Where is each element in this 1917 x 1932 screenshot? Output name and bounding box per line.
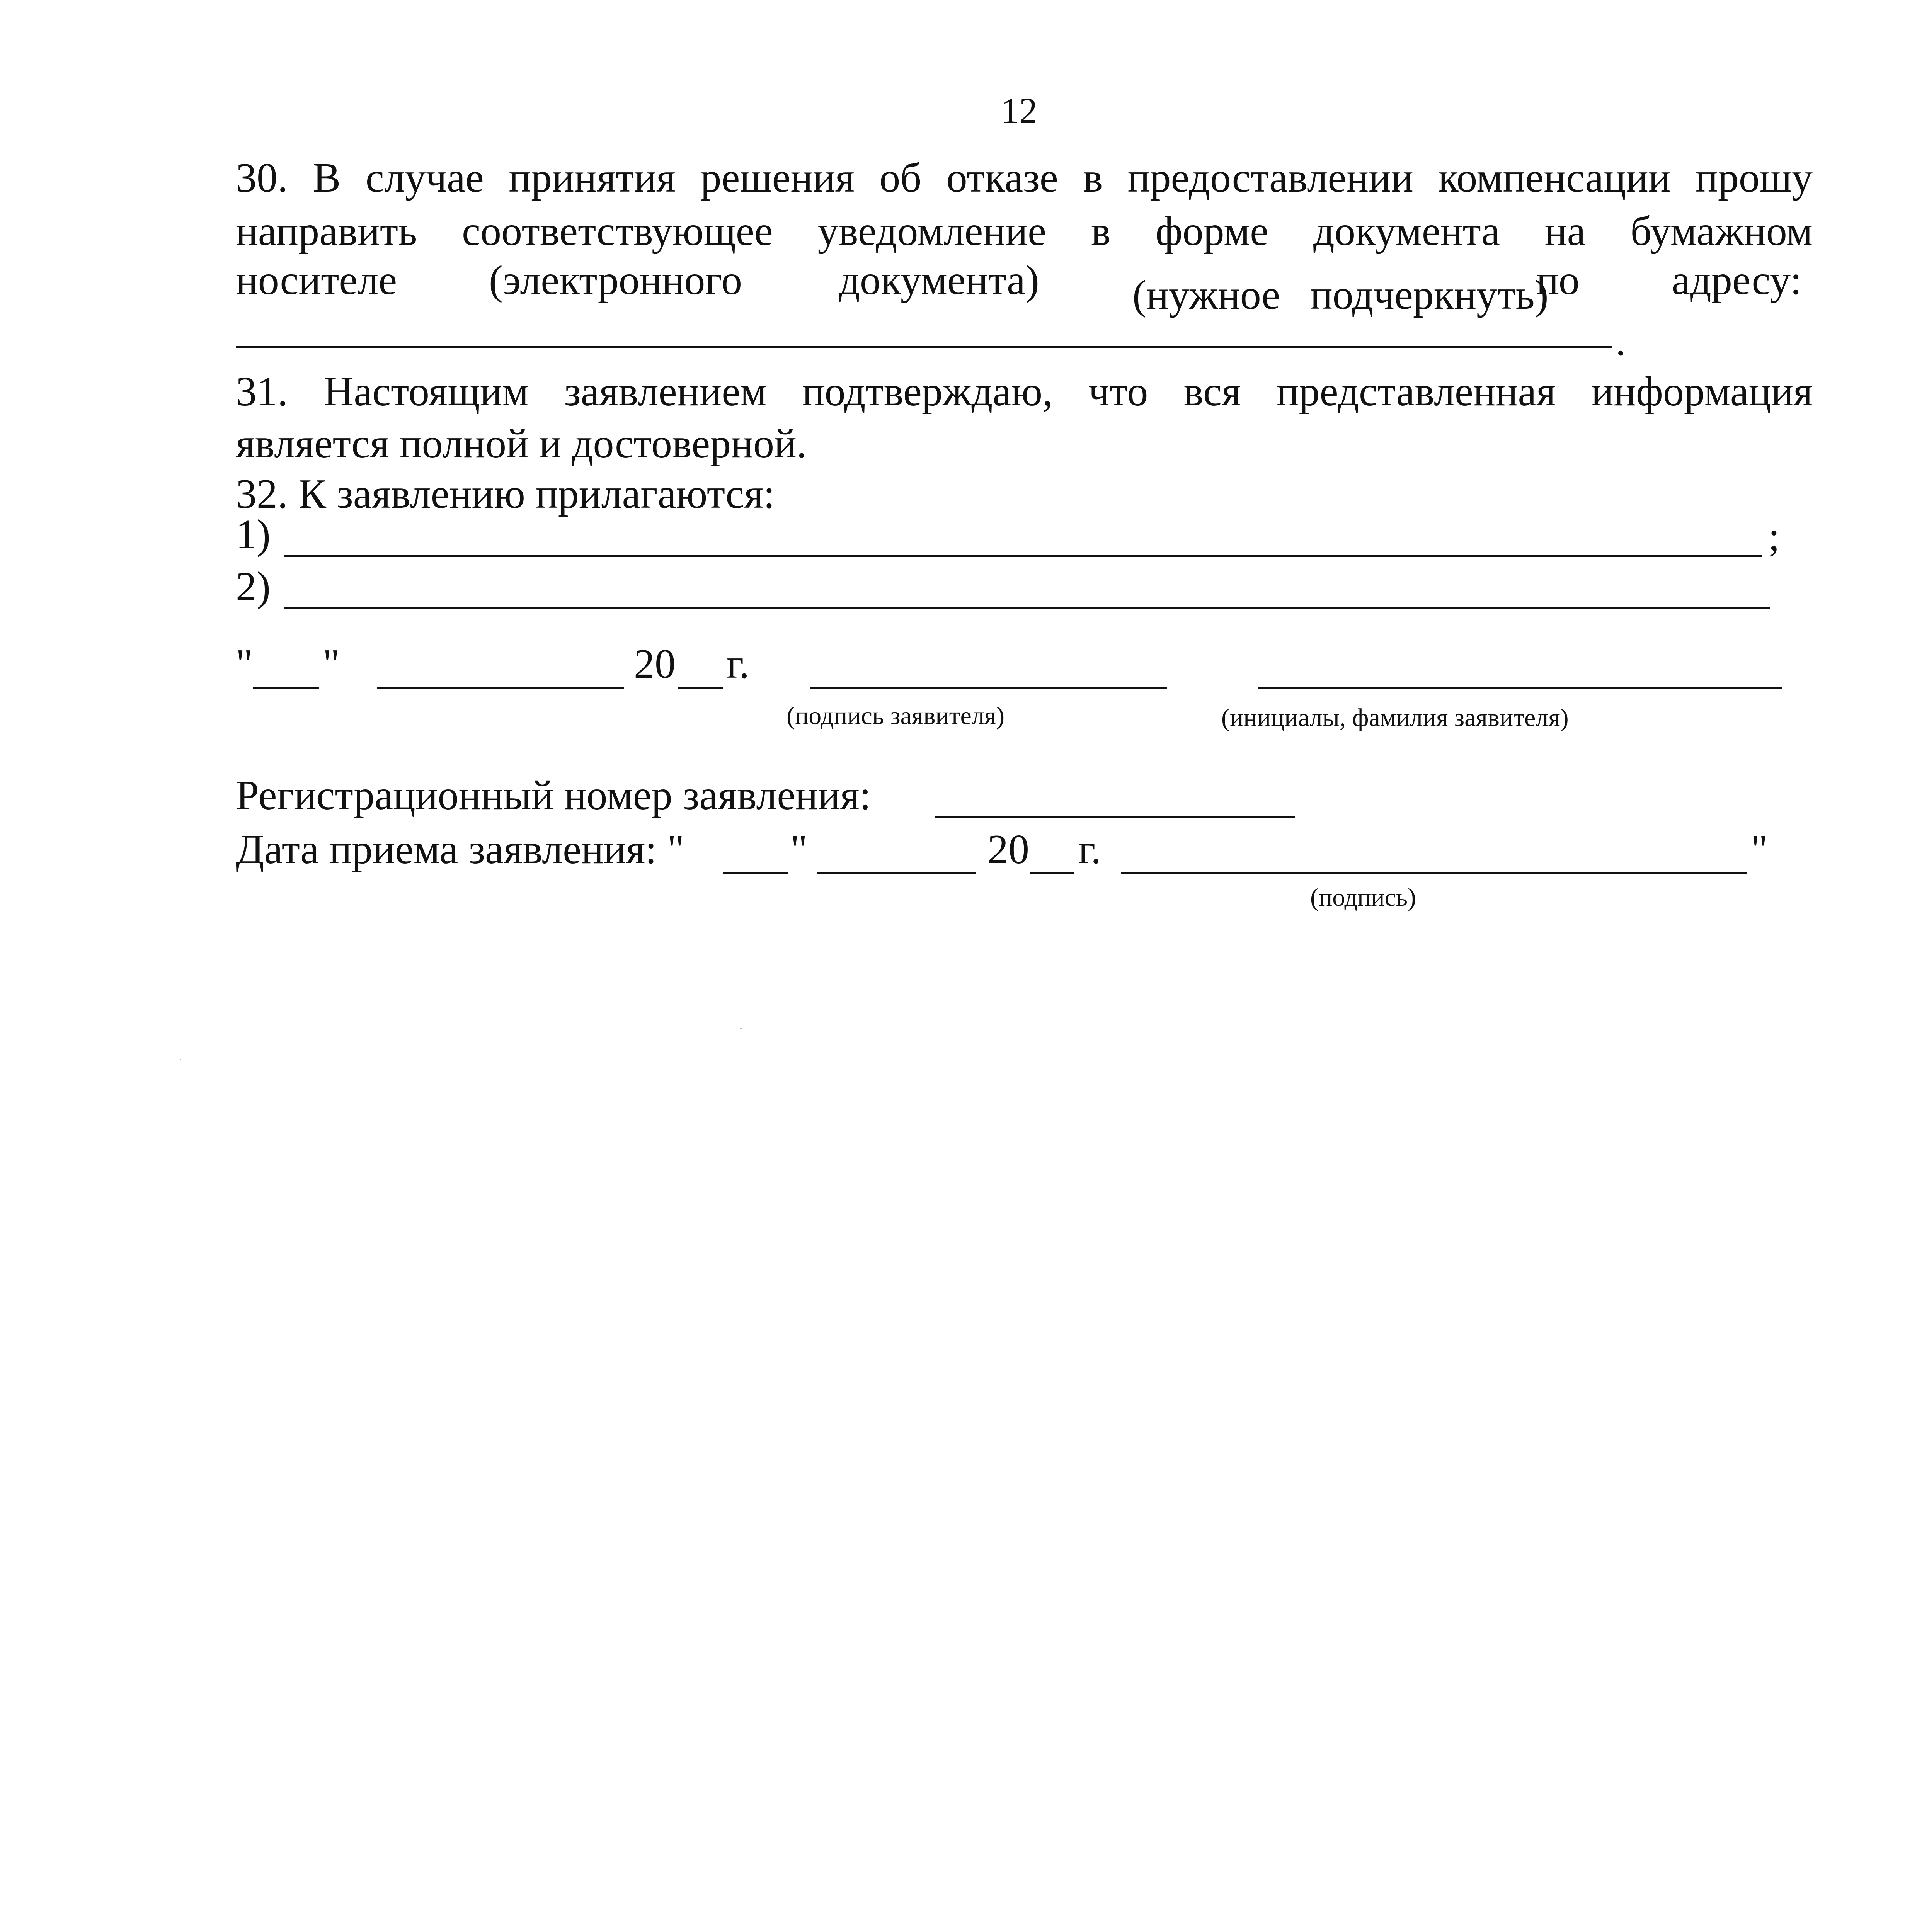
caption-receipt-signature: (подпись) bbox=[1310, 883, 1416, 912]
item-31-line-1: 31. Настоящим заявлением подтверждаю, что вся представленная информация bbox=[236, 369, 1813, 415]
attachment-1-line[interactable] bbox=[284, 555, 1762, 557]
receipt-date-label: Дата приема заявления: " bbox=[236, 827, 684, 872]
receipt-month-line[interactable] bbox=[817, 872, 976, 874]
receipt-trailing-quote: " bbox=[1751, 827, 1768, 872]
item-30-word-document: документа) bbox=[839, 257, 1039, 303]
item-30-word-by: по bbox=[1536, 257, 1580, 303]
attachment-2-number: 2) bbox=[236, 564, 271, 610]
receipt-day-line[interactable] bbox=[723, 872, 788, 874]
attachment-1-end: ; bbox=[1768, 514, 1780, 560]
receipt-year-line[interactable] bbox=[1030, 872, 1074, 874]
caption-applicant-signature: (подпись заявителя) bbox=[787, 702, 1005, 730]
receipt-year-prefix: 20 bbox=[987, 827, 1029, 872]
applicant-signature-line[interactable] bbox=[810, 687, 1167, 689]
item-32-title: 32. К заявлению прилагаются: bbox=[236, 471, 775, 517]
year-prefix: 20 bbox=[634, 641, 676, 687]
receipt-year-suffix: г. bbox=[1078, 827, 1102, 872]
applicant-name-line[interactable] bbox=[1258, 687, 1782, 689]
item-31-line-2: является полной и достоверной. bbox=[236, 421, 807, 467]
receipt-signature-line[interactable] bbox=[1121, 872, 1747, 874]
item-30-line-2: направить соответствующее уведомление в форме документа на бумажном bbox=[236, 208, 1813, 254]
receipt-date-quote-close: " bbox=[790, 827, 808, 872]
item-30-word-address: адресу: bbox=[1672, 257, 1802, 303]
address-line-end: . bbox=[1616, 318, 1626, 364]
scan-speck bbox=[740, 1028, 742, 1029]
item-30-note-underline: подчеркнуть) bbox=[1310, 272, 1549, 318]
attachment-1-number: 1) bbox=[236, 512, 271, 558]
item-30-word-electronic: (электронного bbox=[489, 257, 742, 303]
year-suffix: г. bbox=[727, 641, 750, 687]
registration-number-label: Регистрационный номер заявления: bbox=[236, 772, 871, 818]
caption-applicant-name: (инициалы, фамилия заявителя) bbox=[1221, 704, 1569, 732]
year-line[interactable] bbox=[678, 687, 723, 689]
registration-number-line[interactable] bbox=[935, 816, 1295, 818]
month-line[interactable] bbox=[377, 687, 624, 689]
page-number: 12 bbox=[1001, 91, 1037, 131]
item-30-line-1: 30. В случае принятия решения об отказе в предоставлении компенсации прошу bbox=[236, 155, 1813, 201]
day-line[interactable] bbox=[253, 687, 319, 689]
scan-speck bbox=[180, 1059, 181, 1060]
item-30-note-required: (нужное bbox=[1132, 272, 1280, 318]
date-quote-open: " bbox=[236, 641, 253, 687]
item-30-word-carrier: носителе bbox=[236, 257, 397, 303]
attachment-2-line[interactable] bbox=[284, 607, 1770, 609]
address-line[interactable] bbox=[236, 346, 1612, 348]
date-quote-close: " bbox=[323, 641, 340, 687]
